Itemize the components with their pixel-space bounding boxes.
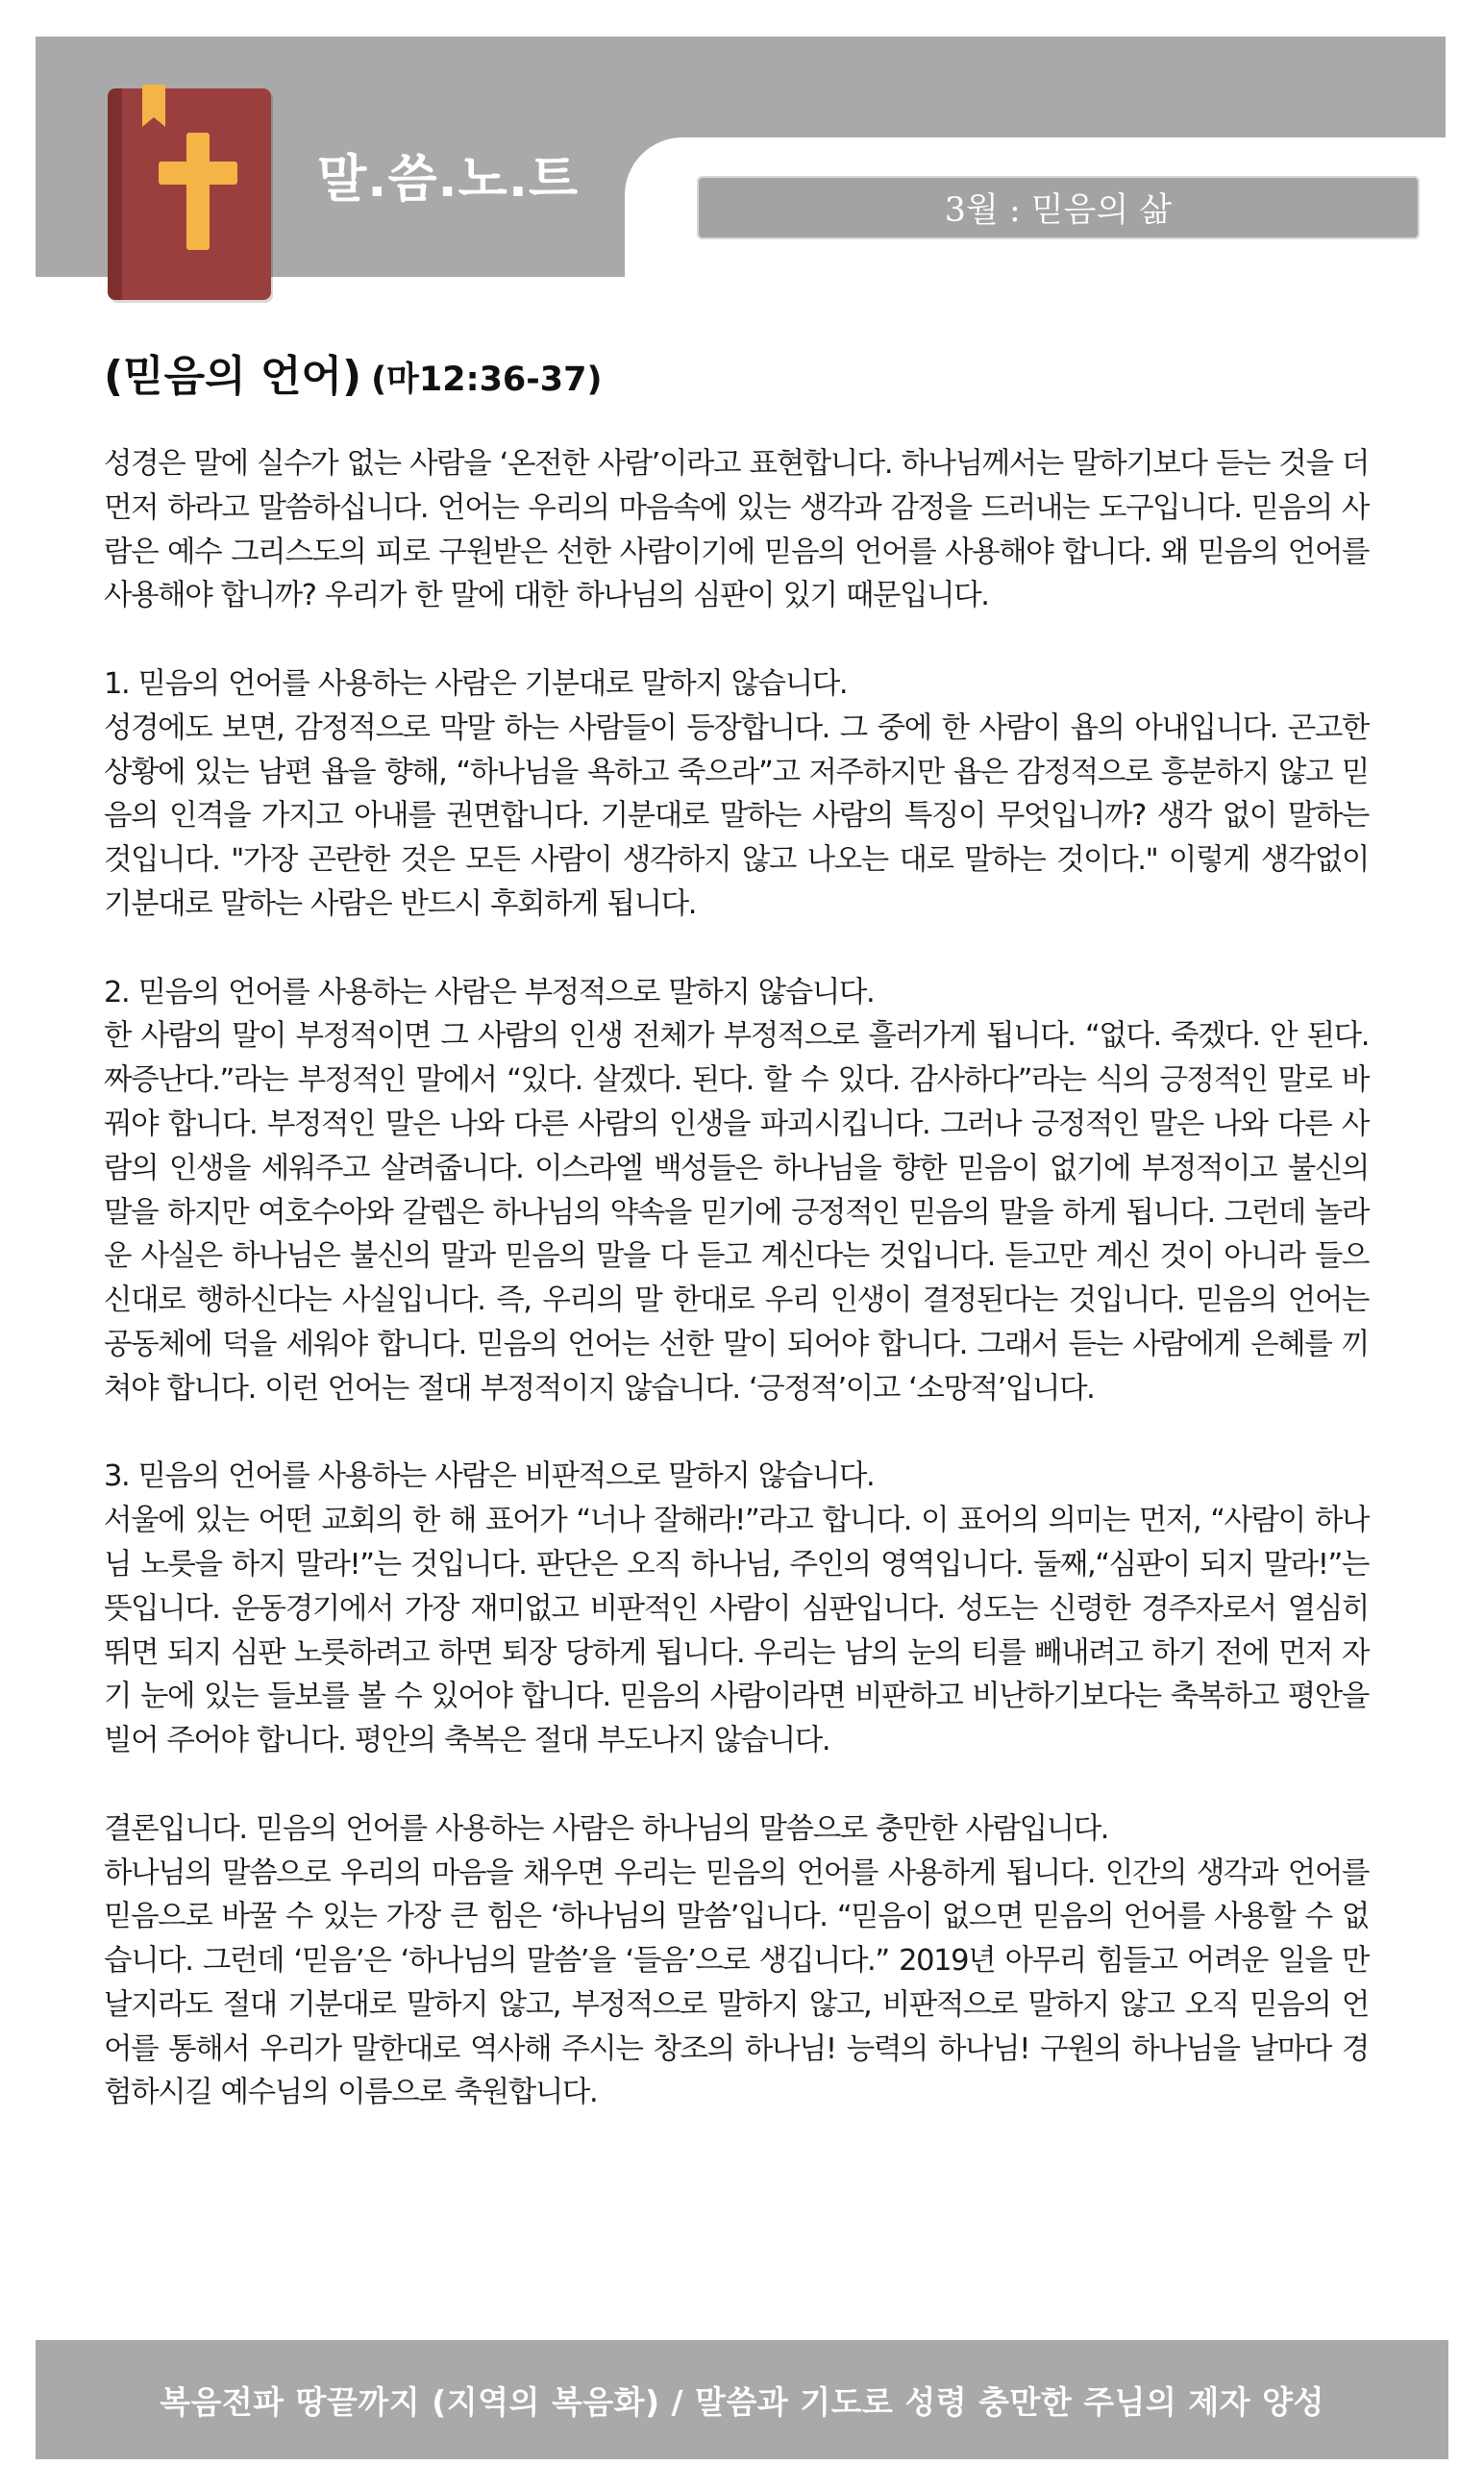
- bookmark-icon: [142, 85, 165, 127]
- conclusion-body: 하나님의 말씀으로 우리의 마음을 채우면 우리는 믿음의 언어를 사용하게 됩니다. 인간의 생각과 언어를 믿음으로 바꿀 수 있는 가장 큰 힘은 ‘하나님의 말씀’입니다. “믿음이 없으면 믿음의 언어를 사용할 수 없습니다. 그런데 ‘믿음’은 ‘하나님의 말씀’을 ‘들음’으로 생깁니다.” 2019년 아무리 힘들고 어려운 일을 만날지라도 절대 기분대로 말하지 않고, 부정적으로 말하지 않고, 비판적으로 말하지 않고 오직 믿음의 언어를 통해서 우리가 말한대로 역사해 주시는 창조의 하나님! 능력의 하나님! 구원의 하나님을 날마다 경험하시길 예수님의 이름으로 축원합니다.: [104, 1856, 1369, 2110]
- intro-paragraph: 성경은 말에 실수가 없는 사람을 ‘온전한 사람’이라고 표현합니다. 하나님께서는 말하기보다 듣는 것을 더 먼저 하라고 말씀하십니다. 언어는 우리의 마음속에 있는 생각과 감정을 드러내는 도구입니다. 믿음의 사람은 예수 그리스도의 피로 구원받은 선한 사람이기에 믿음의 언어를 사용해야 합니다. 왜 믿음의 언어를 사용해야 합니까? 우리가 한 말에 대한 하나님의 심판이 있기 때문입니다.: [104, 447, 1369, 613]
- conclusion-heading: 결론입니다. 믿음의 언어를 사용하는 사람은 하나님의 말씀으로 충만한 사람입니다.: [104, 1811, 1109, 1846]
- brand-title: 말.씀.노.트: [317, 150, 580, 209]
- point-body-3: 서울에 있는 어떤 교회의 한 해 표어가 “너나 잘해라!”라고 합니다. 이 표어의 의미는 먼저, “사람이 하나님 노릇을 하지 말라!”는 것입니다. 판단은 오직 하나님, 주인의 영역입니다. 둘째,“심판이 되지 말라!”는 뜻입니다. 운동경기에서 가장 재미없고 비판적인 사람이 심판입니다. 성도는 신령한 경주자로서 열심히 뛰면 되지 심판 노릇하려고 하면 퇴장 당하게 됩니다. 우리는 남의 눈의 티를 빼내려고 하기 전에 먼저 자기 눈에 있는 들보를 볼 수 있어야 합니다. 믿음의 사람이라면 비판하고 비난하기보다는 축복하고 평안을 빌어 주어야 합니다. 평안의 축복은 절대 부도나지 않습니다.: [104, 1504, 1369, 1758]
- point-body-1: 성경에도 보면, 감정적으로 막말 하는 사람들이 등장합니다. 그 중에 한 사람이 욥의 아내입니다. 곤고한 상황에 있는 남편 욥을 향해, “하나님을 욕하고 죽으라”고 저주하지만 욥은 감정적으로 흥분하지 않고 믿음의 인격을 가지고 아내를 권면합니다. 기분대로 말하는 사람의 특징이 무엇입니까? 생각 없이 말하는 것입니다. "가장 곤란한 것은 모든 사람이 생각하지 않고 나오는 대로 말하는 것이다." 이렇게 생각없이 기분대로 말하는 사람은 반드시 후회하게 됩니다.: [104, 710, 1369, 921]
- point-heading-1: 1. 믿음의 언어를 사용하는 사람은 기분대로 말하지 않습니다.: [104, 666, 848, 701]
- footer-band: [36, 2340, 1448, 2459]
- sermon-title: [104, 352, 603, 401]
- point-heading-3: 3. 믿음의 언어를 사용하는 사람은 비판적으로 말하지 않습니다.: [104, 1459, 875, 1494]
- scripture-reference: (마12:36-37): [371, 361, 603, 399]
- point-body-2: 한 사람의 말이 부정적이면 그 사람의 인생 전체가 부정적으로 흘러가게 됩니다. “없다. 죽겠다. 안 된다. 짜증난다.”라는 부정적인 말에서 “있다. 살겠다. 된다. 할 수 있다. 감사하다”라는 식의 긍정적인 말로 바꿔야 합니다. 부정적인 말은 나와 다른 사람의 인생을 파괴시킵니다. 그러나 긍정적인 말은 나와 다른 사람의 인생을 세워주고 살려줍니다. 이스라엘 백성들은 하나님을 향한 믿음이 없기에 부정적이고 불신의 말을 하지만 여호수아와 갈렙은 하나님의 약속을 믿기에 긍정적인 믿음의 말을 하게 됩니다. 그런데 놀라운 사실은 하나님은 불신의 말과 믿음의 말을 다 듣고 계신다는 것입니다. 듣고만 계신 것이 아니라 들으신대로 행하신다는 사실입니다. 즉, 우리의 말 한대로 우리 인생이 결정된다는 것입니다. 믿음의 언어는 공동체에 덕을 세워야 합니다. 믿음의 언어는 선한 말이 되어야 합니다. 그래서 듣는 사람에게 은혜를 끼쳐야 합니다. 이런 언어는 절대 부정적이지 않습니다. ‘긍정적’이고 ‘소망적’입니다.: [104, 1019, 1369, 1406]
- sermon-title-text: (믿음의 언어): [104, 352, 362, 401]
- cross-icon: [159, 133, 237, 250]
- month-theme-badge: 3월 : 믿음의 삶: [697, 176, 1420, 239]
- sermon-body: [104, 442, 1369, 2115]
- point-heading-2: 2. 믿음의 언어를 사용하는 사람은 부정적으로 말하지 않습니다.: [104, 975, 875, 1009]
- church-vision-text: 복음전파 땅끝까지 (지역의 복음화) / 말씀과 기도로 성령 충만한 주님의 제자 양성: [160, 2382, 1324, 2421]
